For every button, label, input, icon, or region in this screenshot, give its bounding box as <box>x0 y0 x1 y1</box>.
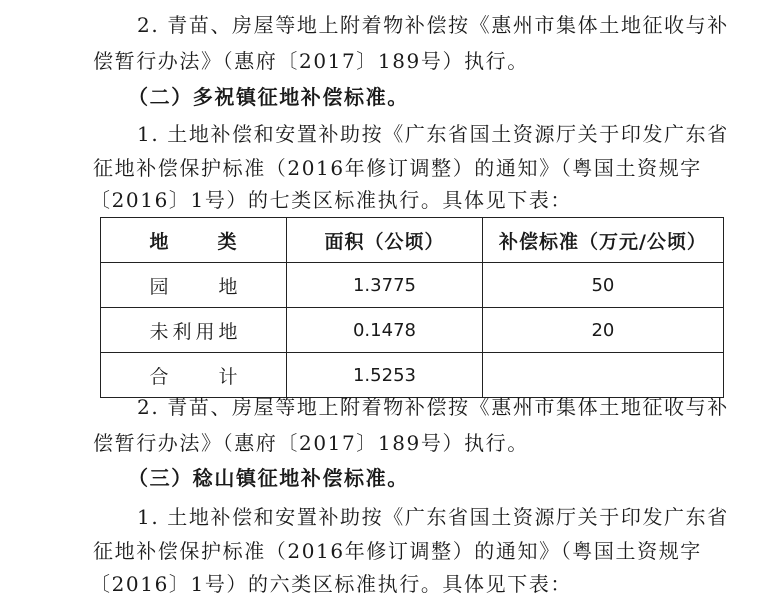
table-row <box>101 308 724 353</box>
paragraph-line: 1. 土地补偿和安置补助按《广东省国土资源厅关于印发广东省 <box>137 122 729 146</box>
table-cell: 1.5253 <box>287 353 483 398</box>
paragraph-line: 征地补偿保护标准（2016年修订调整）的通知》（粤国土资规字 <box>93 156 702 180</box>
table-header-cell: 地 类 <box>101 218 287 263</box>
table-header-cell: 补偿标准（万元/公顷） <box>482 218 723 263</box>
section-heading: （三）稔山镇征地补偿标准。 <box>128 466 409 490</box>
paragraph-line: 〔2016〕1号）的六类区标准执行。具体见下表： <box>90 572 573 596</box>
table-cell: 合 计 <box>101 353 287 398</box>
compensation-table <box>100 217 724 398</box>
paragraph-line: 2. 青苗、房屋等地上附着物补偿按《惠州市集体土地征收与补 <box>137 395 729 419</box>
table-cell: 未利用地 <box>101 308 287 353</box>
paragraph-line: 〔2016〕1号）的七类区标准执行。具体见下表： <box>90 188 573 212</box>
table-row <box>101 263 724 308</box>
table-cell <box>482 353 723 398</box>
paragraph-line: 1. 土地补偿和安置补助按《广东省国土资源厅关于印发广东省 <box>137 505 729 529</box>
table-cell: 园 地 <box>101 263 287 308</box>
section-heading: （二）多祝镇征地补偿标准。 <box>128 85 409 109</box>
table-cell: 1.3775 <box>287 263 483 308</box>
table-header-cell: 面积（公顷） <box>287 218 483 263</box>
paragraph-line: 偿暂行办法》（惠府〔2017〕189号）执行。 <box>93 49 529 73</box>
table-cell: 50 <box>482 263 723 308</box>
table-cell: 20 <box>482 308 723 353</box>
paragraph-line: 征地补偿保护标准（2016年修订调整）的通知》（粤国土资规字 <box>93 539 702 563</box>
table-row <box>101 353 724 398</box>
paragraph-line: 2. 青苗、房屋等地上附着物补偿按《惠州市集体土地征收与补 <box>137 13 729 37</box>
table-cell: 0.1478 <box>287 308 483 353</box>
paragraph-line: 偿暂行办法》（惠府〔2017〕189号）执行。 <box>93 431 529 455</box>
table-header-row <box>101 218 724 263</box>
